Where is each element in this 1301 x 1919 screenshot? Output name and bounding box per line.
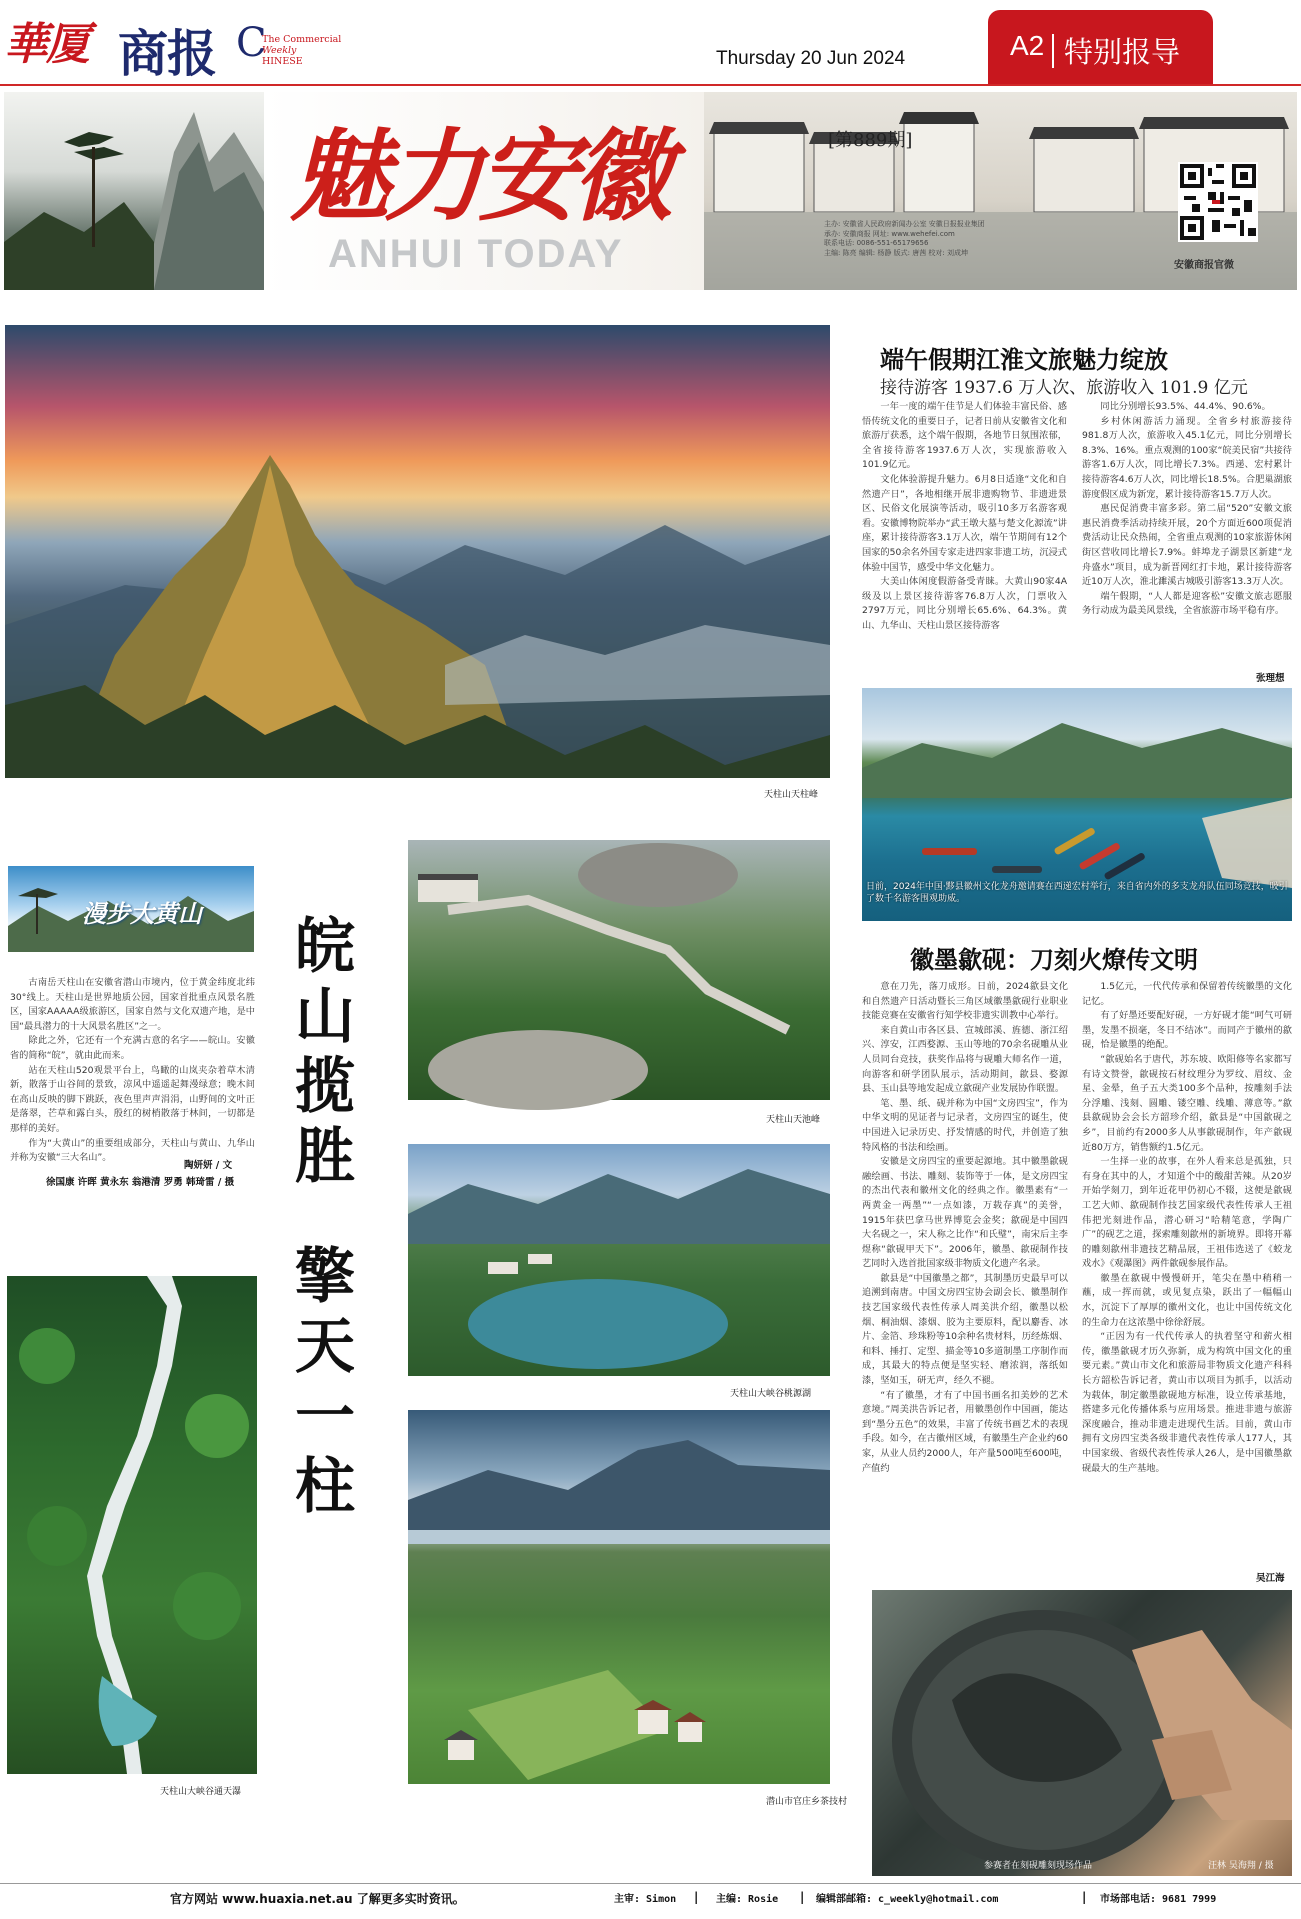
article1-byline: 张理想 bbox=[1256, 673, 1285, 684]
hero-photo bbox=[5, 325, 830, 778]
banner-credits: 主办: 安徽省人民政府新闻办公室 安徽日报报业集团 承办: 安徽商报 网址: www.wehefei.com 联系电话: 0086-551-65179656 主编: 陈亮 编辑: 杨静 版式: 唐茜 校对: 刘成坤 bbox=[824, 220, 985, 257]
masthead bbox=[0, 0, 1301, 90]
dragonboat-caption: 日前，2024年中国·黟县徽州文化龙舟邀请赛在西递宏村举行，来自省内外的多支龙舟队伍同场竞技，吸引了数千名游客围观助威。 bbox=[866, 882, 1288, 904]
banner-village-photo bbox=[704, 92, 1297, 290]
article1-subtitle: 接待游客 1937.6 万人次、旅游收入 101.9 亿元 bbox=[880, 378, 1248, 398]
banner-mountain-photo bbox=[4, 92, 264, 290]
taoyuan-illustration bbox=[408, 1144, 830, 1376]
masthead-logo-paper: 商报 bbox=[118, 24, 216, 83]
dragonboat-photo bbox=[862, 688, 1292, 921]
section-name: 特别报导 bbox=[1064, 35, 1181, 69]
inkstone-photo bbox=[872, 1590, 1292, 1876]
waterfall-caption: 天柱山大峡谷通天瀑 bbox=[160, 1787, 242, 1797]
masthead-date: Thursday 20 Jun 2024 bbox=[716, 48, 906, 69]
article1-title: 端午假期江淮文旅魅力绽放 bbox=[880, 346, 1168, 374]
waterfall-photo bbox=[7, 1276, 257, 1774]
village-caption: 潜山市官庄乡茶技村 bbox=[766, 1797, 848, 1807]
qr-code[interactable] bbox=[1178, 162, 1258, 242]
footer-editor: 主审: Simon bbox=[614, 1894, 677, 1905]
article2-col1: 意在刀先，落刀成形。日前，2024歙县文化和自然遗产日活动暨长三角区域徽墨歙砚行业职业技能竞赛在安徽省行知学校非遗实训教中心举行。 来自黄山市各区县、宣城郎溪、旌德、浙江绍兴、淳安，江西婺源、玉山等地的70余名砚雕从业人员同台竞技，获奖作品将与砚雕大师名作一道，向游客和研学团队展示，活动期间，歙县、婺源县、玉山县等地发起成立歙砚产业发展协作联盟。 笔、墨、纸、砚并称为中国“文房四宝”，作为中华文明的见证者与记录者，文房四宝的诞生，使中国进入记录历史、抒发情感的时代，并创造了独特风格的书法和绘画。 安徽是文房四宝的重要起源地。其中徽墨歙砚融绘画、书法、雕刻、装饰等于一体，是文房四宝的杰出代表和徽州文化的经典之作。徽墨素有“一两黄金一两墨”“一点如漆，万载存真”的美誉，1915年获巴拿马世界博览会金奖；歙砚是中国四大名砚之一，宋人称之比作“和氏璧”，南宋后主李煜称“歙砚甲天下”。2006年，徽墨、歙砚制作技艺同时入选首批国家级非物质文化遗产名录。 歙县是“中国徽墨之都”，其制墨历史最早可以追溯到南唐。中国文房四宝协会副会长、徽墨制作技艺国家级代表性传承人周美洪介绍，徽墨以松烟、桐油烟、漆烟、胶为主要原料，配以麝香、冰片、金箔、珍珠粉等10余种名贵材料，历经炼烟、和料、捶打、定型、描金等10多道制墨工序制作而成，其最大的特点便是坚实轻、磨浓润，落纸如漆，坚如玉，研无声，经久不褪。 “有了徽墨，才有了中国书画名扣美妙的艺术意境。”周美洪告诉记者，用徽墨创作中国画，能达到“墨分五色”的效果，丰富了传统书画艺术的表现手段。如今，在古徽州区域，有徽墨生产企业约60家，从业人员约2000人，年产量500吨至600吨，产值约 bbox=[862, 981, 1068, 1474]
inkstone-caption-right: 汪林 吴海翔 / 摄 bbox=[1208, 1861, 1274, 1871]
tianchi-caption: 天柱山天池峰 bbox=[766, 1115, 821, 1125]
headline-column-1: 皖山揽胜 bbox=[285, 914, 355, 1194]
tianchi-photo bbox=[408, 840, 830, 1100]
inkstone-illustration bbox=[872, 1590, 1292, 1876]
footer-sep-3: | bbox=[1082, 1890, 1087, 1904]
article1-col1: 一年一度的端午佳节是人们体验丰富民俗、感悟传统文化的重要日子，记者日前从安徽省文化和旅游厅获悉，这个端午假期，各地节日氛围浓郁，全省接待游客1937.6万人次，实现旅游收入101.9亿元。 文化体验游提升魅力。6月8日适逢“文化和自然遗产日”，各地相继开展非遗购物节、非遗进景区、民俗文化展演等活动，吸引10多万名游客观看。安徽博物院举办“武王墩大墓与楚文化源流”讲座，累计接待游客3.1万人次，端午节期间有12个国家的50余名外国专家走进四家非遗工坊，沉浸式体验中国节，感受中华文化魅力。 大美山体闲度假游备受青睐。大黄山90家4A级及以上景区接待游客76.8万人次，门票收入2797万元，同比分别增长65.6%、64.3%。黄山、九华山、天柱山景区接待游客 bbox=[862, 401, 1067, 631]
inkstone-caption-left: 参赛者在刻砚雕刻现场作品 bbox=[984, 1861, 1093, 1871]
article2-title: 徽墨歙砚：刀刻火燎传文明 bbox=[910, 946, 1198, 974]
footer-rule bbox=[0, 1883, 1301, 1884]
section-divider bbox=[1052, 34, 1054, 68]
side-article-photographers: 徐国康 许晖 黄永东 翁港清 罗勇 韩琦雷 / 摄 bbox=[46, 1177, 235, 1188]
qr-label: 安徽商报官微 bbox=[1174, 260, 1234, 271]
hero-mountain-illustration bbox=[5, 325, 830, 778]
banner-title-cn: 魅力安徽 bbox=[290, 117, 666, 235]
village-photo bbox=[408, 1410, 830, 1784]
masthead-logo-en: The Commercial Weekly HINESE bbox=[262, 34, 342, 67]
footer-chief: 主编: Rosie bbox=[716, 1894, 779, 1905]
tianchi-illustration bbox=[408, 840, 830, 1100]
banner bbox=[0, 92, 1301, 292]
waterfall-illustration bbox=[7, 1276, 257, 1774]
section-tab bbox=[988, 10, 1213, 84]
article2-byline: 吴江海 bbox=[1256, 1573, 1285, 1584]
side-banner bbox=[8, 866, 254, 952]
banner-title-area bbox=[264, 92, 704, 290]
footer-sep-2: | bbox=[800, 1890, 805, 1904]
masthead-logo-cn: 華厦 bbox=[4, 19, 88, 70]
headline-column-2: 擎天一柱 bbox=[285, 1244, 355, 1524]
qr-code-icon bbox=[1180, 164, 1256, 240]
article1-col2: 同比分别增长93.5%、44.4%、90.6%。 乡村休闲游活力涌现。全省乡村旅游接待981.8万人次，旅游收入45.1亿元，同比分别增长8.3%、16%。重点观测的100家“皖美民宿”共接待游客1.6万人次，同比增长7.3%。西递、宏村累计接待游客4.6万人次，同比增长18.5%。合肥巢湖旅游度假区成为新宠，累计接待游客15.7万人次。 惠民促消费丰富多彩。第二届“520”安徽文旅惠民消费季活动持续开展，20个方面近600项促消费活动让民众热闹，全省重点观测的10家旅游休闲街区营收同比增长7.9%。蚌埠龙子湖景区新建“龙舟盛水”项目，成为新晋网红打卡地，累计接待游客近10万人次，淮北濉溪古城吸引游客13.3万人次。 端午假期，“人人都是迎客松”安徽文旅志愿服务行动成为最美风景线，全省旅游市场平稳有序。 bbox=[1082, 401, 1292, 617]
article2-col2: 1.5亿元，一代代传承和保留着传统徽墨的文化记忆。 有了好墨还要配好砚，一方好砚才能“呵气可研墨，发墨不损毫，冬日不结冰”。而同产于徽州的歙砚，恰是徽墨的绝配。 “歙砚始名于唐代，苏东坡、欧阳修等名家都写有诗文赞誉，歙砚按石材纹理分为罗纹、眉纹、金星、金晕，鱼子五大类100多个品种，按雕刻手法分浮雕、浅刻、圆雕、镂空雕、线雕、薄意等。”歙县歙砚协会会长方韶珍介绍，歙县是“中国歙砚之乡”，目前约有2000多人从事歙砚制作，年产歙砚近80万方，销售额约1.5亿元。 一生择一业的故事，在外人看来总是孤独，只有身在其中的人，才知道个中的酸甜苦辣。从20岁开始学刻刀，到年近花甲仍初心不辍，这便是歙砚工艺大师、歙砚制作技艺国家级代表性传承人王祖伟把光刻进作品，潜心研习“哈精笔意，学陶广广”的砚艺之道，探索雕刻歙州的新境界。即将开幕的雕刻歙州非遗技艺精品展，王祖伟选送了《蛟龙戏水》《观瀑图》两件歙砚参展作品。 徽墨在歙砚中慢慢研开，笔尖在墨中稍稍一蘸，成一挥而就，或见复点染，跃出了一幅幅山水，沉淀下了厚厚的徽州文化，也让中国传统文化的生命力在这浓墨中徐徐舒展。 “正因为有一代代传承人的执着坚守和薪火相传，徽墨歙砚才历久弥新，成为构筑中国文化的重要元素。”黄山市文化和旅游局非物质文化遗产科科长方韶松告诉记者，黄山市以项目为抓手，以活动为载体，制定徽墨歙砚地方标准，设立传承基地，搭建多元化传播体系与应用场景。推进非遗与旅游深度融合，推动非遗走进现代生活。目前，黄山市拥有文房四宝类各级非遗代表性传承人177人，其中国家级、省级代表性传承人26人，是中国徽墨歙砚最大的生产基地。 bbox=[1082, 981, 1292, 1474]
masthead-rule bbox=[0, 84, 1301, 86]
banner-title-en: ANHUI TODAY bbox=[328, 232, 624, 276]
hero-caption: 天柱山天柱峰 bbox=[764, 790, 819, 800]
section-code: A2 bbox=[1010, 30, 1045, 61]
taoyuan-caption: 天柱山大峡谷桃源湖 bbox=[730, 1389, 812, 1399]
masthead-logo-c: C bbox=[236, 20, 267, 66]
issue-number: [第889期] bbox=[828, 130, 913, 151]
footer-website[interactable]: 官方网站 www.huaxia.net.au 了解更多实时资讯。 bbox=[170, 1892, 465, 1906]
footer-phone: 市场部电话: 9681 7999 bbox=[1100, 1894, 1217, 1905]
side-banner-title: 漫步大黄山 bbox=[82, 900, 202, 928]
footer bbox=[0, 1890, 1301, 1914]
village-photo-illustration bbox=[408, 1410, 830, 1784]
taoyuan-photo bbox=[408, 1144, 830, 1376]
mountain-illustration bbox=[4, 92, 264, 290]
footer-email[interactable]: 编辑部邮箱: c_weekly@hotmail.com bbox=[816, 1894, 999, 1905]
side-article: 古南岳天柱山在安徽省潜山市境内，位于黄金纬度北纬30°线上。天柱山是世界地质公园，国家首批重点风景名胜区，国家AAAAA级旅游区，国家自然与文化双遗产地，是中国“最具潜力的十大风景名胜区”之一。 除此之外，它还有一个充满古意的名字——皖山。安徽省的简称“皖”，就由此而来。 站在天柱山520观景平台上，鸟瞰的山岚夹杂着草木清新，散落于山谷间的景致，涼风中遥遥起舞漫绿意；晚木间在高山反映的脚下跳跃，夜色里声声涓涓，山野间的文叶正是落翠，芒草和露白头，殷红的树梢散落于林间，一切都是那样的美好。 作为“大黄山”的重要组成部分，天柱山与黄山、九华山并称为安徽“三大名山”。 bbox=[10, 977, 255, 1164]
footer-sep-1: | bbox=[694, 1890, 699, 1904]
side-article-author: 陶妍妍 / 文 bbox=[184, 1160, 233, 1171]
